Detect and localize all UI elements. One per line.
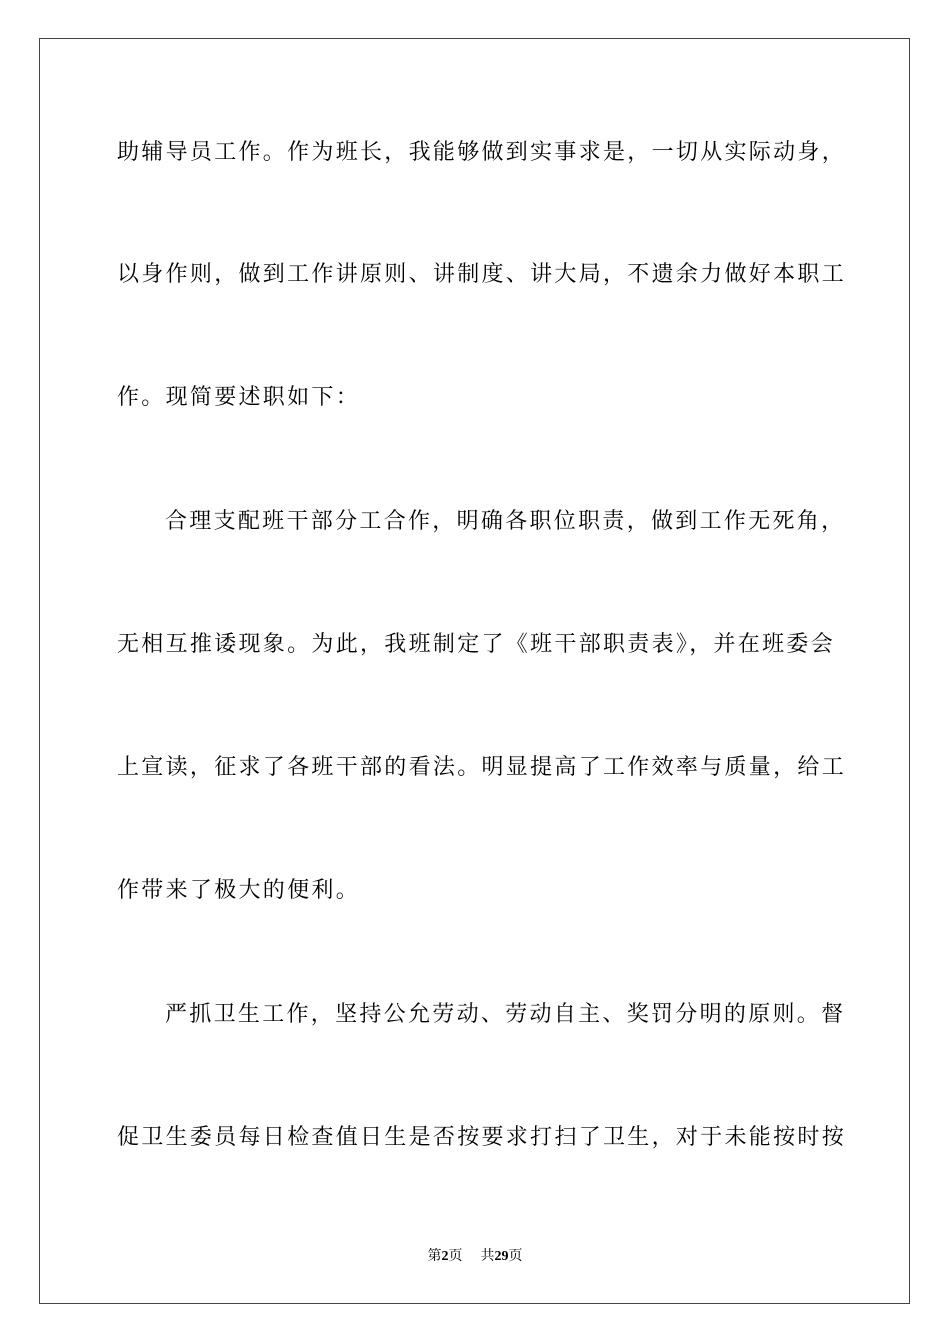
text-line-9: 促卫生委员每日检查值日生是否按要求打扫了卫生，对于未能按时按 — [117, 1125, 847, 1150]
footer-page-prefix: 第 — [427, 1248, 442, 1264]
text-line-6: 上宣读，征求了各班干部的看法。明显提高了工作效率与质量，给工 — [117, 755, 847, 780]
text-line-8: 严抓卫生工作，坚持公允劳动、劳动自主、奖罚分明的原则。督 — [165, 1002, 846, 1027]
text-line-2: 以身作则，做到工作讲原则、讲制度、讲大局，不遗余力做好本职工 — [117, 262, 847, 287]
page-footer — [0, 1247, 950, 1266]
footer-total-suffix: 页 — [508, 1248, 523, 1264]
text-line-3: 作。现简要述职如下： — [117, 385, 361, 410]
page-frame — [39, 38, 910, 1304]
text-line-5: 无相互推诿现象。为此，我班制定了《班干部职责表》，并在班委会 — [117, 632, 836, 657]
text-line-1: 助辅导员工作。作为班长，我能够做到实事求是，一切从实际动身， — [117, 140, 847, 165]
footer-page-suffix: 页 — [448, 1248, 463, 1264]
footer-total-prefix: 共 — [480, 1248, 495, 1264]
text-line-4: 合理支配班干部分工合作，明确各职位职责，做到工作无死角， — [165, 509, 846, 534]
footer-page-number: 2 — [441, 1249, 449, 1264]
text-line-7: 作带来了极大的便利。 — [117, 878, 361, 903]
footer-total-pages: 29 — [494, 1249, 509, 1264]
